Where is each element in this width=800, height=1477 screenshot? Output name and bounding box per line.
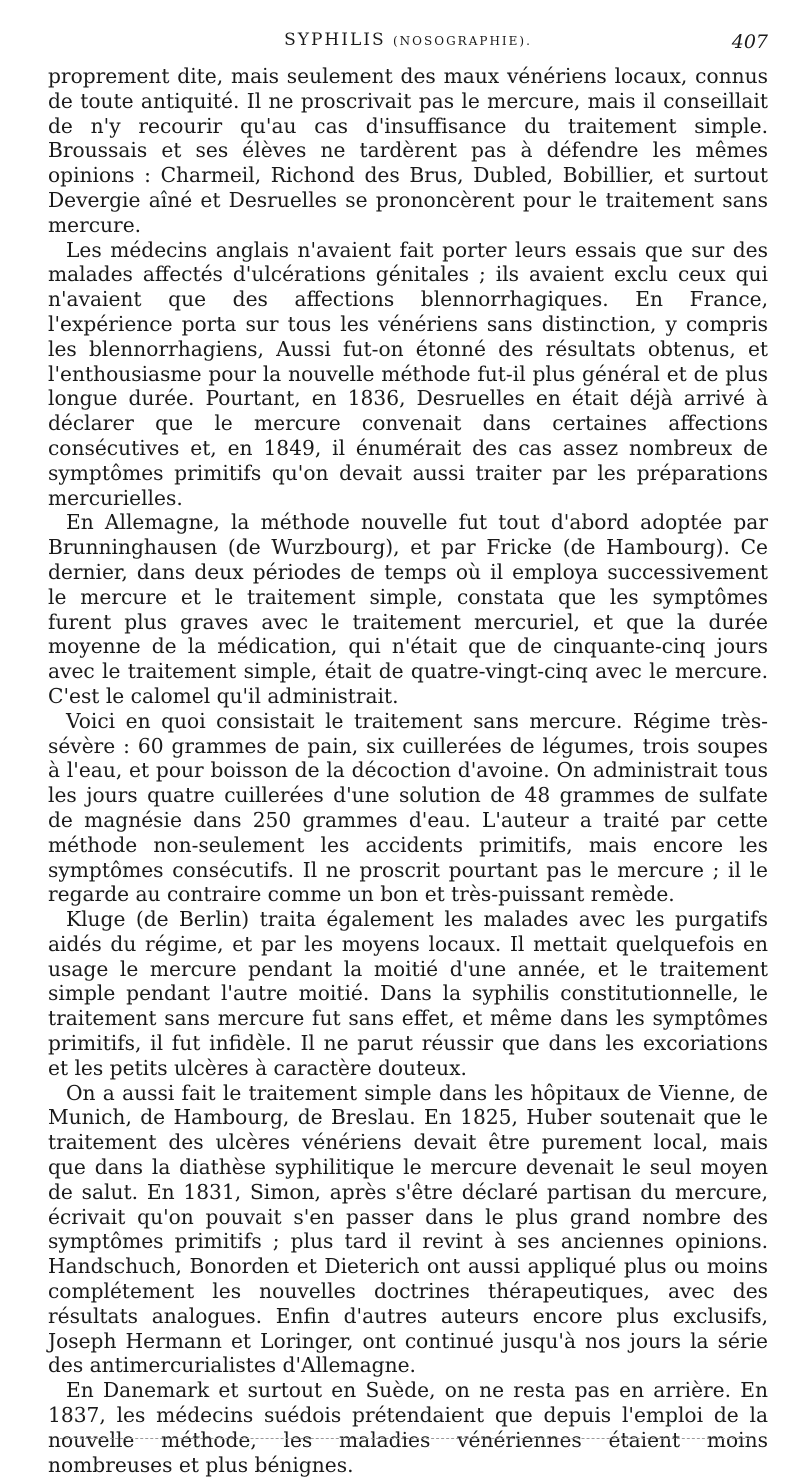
paragraph: En Danemark et surtout en Suède, on ne resta pas en arrière. En 1837, les médecins suédois prétendaient que depuis l'emploi de la nouvelle méthode, les maladies vénériennes étaient moins nombreuses et plus bénignes.: [48, 1378, 768, 1477]
page-number: 407: [731, 31, 768, 53]
page-header: [48, 28, 768, 60]
paragraph: On a aussi fait le traitement simple dans les hôpitaux de Vienne, de Munich, de Hambourg, de Breslau. En 1825, Huber soutenait que le traitement des ulcères vénériens devait être purement local, mais que dans la diathèse syphilitique le mercure devenait le seul moyen de salut. En 1831, Simon, après s'être déclaré partisan du mercure, écrivait qu'on pouvait s'en passer dans le plus grand nombre des symptômes primitifs ; plus tard il revint à ses anciennes opinions. Handschuch, Bonorden et Dieterich ont aussi appliqué plus ou moins complétement les nouvelles doctrines thérapeutiques, avec des résultats analogues. Enfin d'autres auteurs encore plus exclusifs, Joseph Hermann et Loringer, ont continué jusqu'à nos jours la série des antimercurialistes d'Allemagne.: [48, 1080, 768, 1378]
paragraph: Les médecins anglais n'avaient fait porter leurs essais que sur des malades affectés d'ulcérations génitales ; ils avaient exclu ceux qui n'avaient que des affections blennorrhagiques. En France, l'expérience porta sur tous les vénériens sans distinction, y compris les blennorrhagiens, Aussi fut-on étonné des résultats obtenus, et l'enthousiasme pour la nouvelle méthode fut-il plus général et de plus longue durée. Pourtant, en 1836, Desruelles en était déjà arrivé à déclarer que le mercure convenait dans certaines affections consécutives et, en 1849, il énumérait des cas assez nombreux de symptômes primitifs qu'on devait aussi traiter par les préparations mercurielles.: [48, 237, 768, 510]
running-title-subtitle: (NOSOGRAPHIE).: [393, 34, 532, 48]
running-title: [48, 30, 768, 50]
paragraph: En Allemagne, la méthode nouvelle fut tout d'abord adoptée par Brunninghausen (de Wurzbourg), et par Fricke (de Hambourg). Ce dernier, dans deux périodes de temps où il employa successivement le mercure et le traitement simple, constata que les symptômes furent plus graves avec le traitement mercuriel, et que la durée moyenne de la médication, qui n'était que de cinquante-cinq jours avec le traitement simple, était de quatre-vingt-cinq avec le mercure. C'est le calomel qu'il administrait.: [48, 510, 768, 708]
running-title-main: SYPHILIS: [284, 30, 386, 50]
paragraph: Kluge (de Berlin) traita également les malades avec les purgatifs aidés du régime, et par les moyens locaux. Il mettait quelquefois en usage le mercure pendant la moitié d'une année, et le traitement simple pendant l'autre moitié. Dans la syphilis constitutionnelle, le traitement sans mercure fut sans effet, et même dans les symptômes primitifs, il fut infidèle. Il ne parut réussir que dans les excoriations et les petits ulcères à caractère douteux.: [48, 907, 768, 1080]
paragraph: proprement dite, mais seulement des maux vénériens locaux, connus de toute antiquité. Il ne proscrivait pas le mercure, mais il conseillait de n'y recourir qu'au cas d'insuffisance du traitement simple. Broussais et ses élèves ne tardèrent pas à défendre les mêmes opinions : Charmeil, Richond des Brus, Dubled, Bobillier, et surtout Devergie aîné et Desruelles se prononcèrent pour le traitement sans mercure.: [48, 64, 768, 237]
book-page: [48, 28, 768, 1477]
body-text: [48, 64, 768, 1477]
paragraph: Voici en quoi consistait le traitement sans mercure. Régime très-sévère : 60 grammes de pain, six cuillerées de légumes, trois soupes à l'eau, et pour boisson de la décoction d'avoine. On administrait tous les jours quatre cuillerées d'une solution de 48 grammes de sulfate de magnésie dans 250 grammes d'eau. L'auteur a traité par cette méthode non-seulement les accidents primitifs, mais encore les symptômes consécutifs. Il ne proscrit pourtant pas le mercure ; il le regarde au contraire comme un bon et très-puissant remède.: [48, 708, 768, 907]
bottom-rule: [60, 1438, 750, 1439]
